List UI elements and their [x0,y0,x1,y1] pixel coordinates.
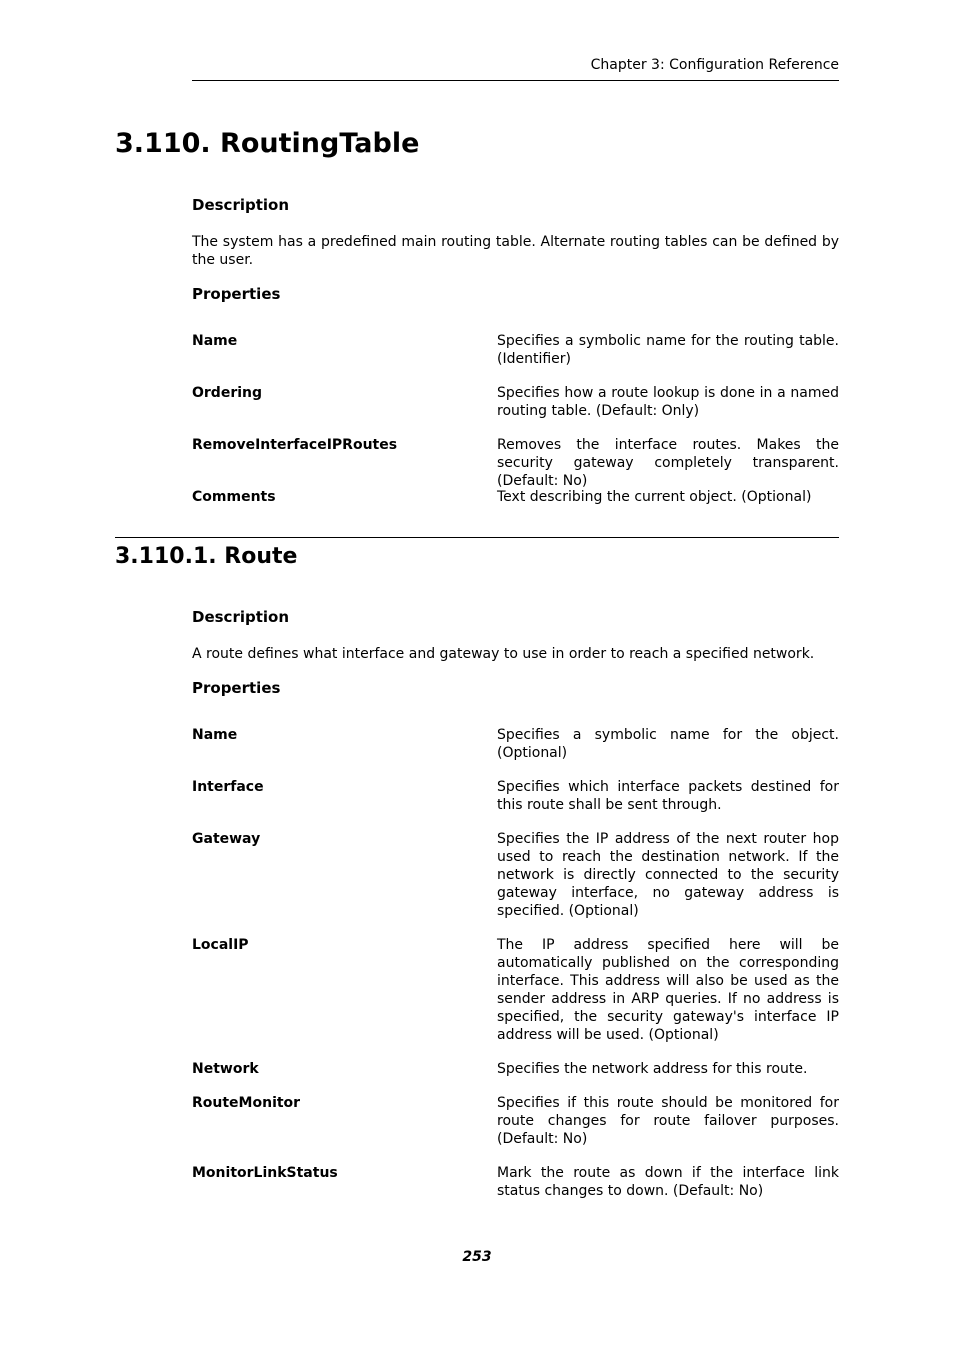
property-name: Name [192,333,238,349]
property-name: Comments [192,489,276,505]
property-description: Removes the interface routes. Makes the security gateway completely transparent. (Default: No) [497,437,839,489]
property-description: Specifies if this route should be monitored for route changes for route failover purposes. (Default: No) [497,1095,839,1147]
property-description: Text describing the current object. (Optional) [497,489,812,505]
section-properties-heading: Properties [192,285,281,303]
section-title: 3.110. RoutingTable [115,128,420,159]
section-divider [115,537,839,538]
property-description: Specifies the IP address of the next router hop used to reach the destination network. If the network is directly connected to the security gateway interface, no gateway address is specified. (Optional) [497,831,839,919]
property-description: Specifies a symbolic name for the object. (Optional) [497,727,839,761]
property-name: Gateway [192,831,261,847]
property-name: RemoveInterfaceIPRoutes [192,437,398,453]
subsection-title: 3.110.1. Route [115,544,298,569]
property-description: Specifies which interface packets destined for this route shall be sent through. [497,779,839,813]
property-name: RouteMonitor [192,1095,301,1111]
property-description: Specifies the network address for this route. [497,1061,808,1077]
section-description: The system has a predefined main routing table. Alternate routing tables can be defined by the user. [192,234,839,268]
page-number: 253 [462,1249,492,1265]
property-name: Interface [192,779,264,795]
running-header: Chapter 3: Configuration Reference [590,57,839,73]
property-name: Network [192,1061,259,1077]
section-description-heading: Description [192,196,290,214]
property-name: MonitorLinkStatus [192,1165,338,1181]
property-name: Name [192,727,238,743]
property-description: Specifies how a route lookup is done in a named routing table. (Default: Only) [497,385,839,419]
property-description: The IP address specified here will be automatically published on the corresponding interface. This address will also be used as the sender address in ARP queries. If no address is specified, the security gateway's interface IP address will be used. (Optional) [497,937,839,1043]
subsection-description: A route defines what interface and gateway to use in order to reach a specified network. [192,646,815,662]
property-description: Specifies a symbolic name for the routing table. (Identifier) [497,333,839,367]
property-description: Mark the route as down if the interface link status changes to down. (Default: No) [497,1165,839,1199]
subsection-properties-heading: Properties [192,679,281,697]
property-name: Ordering [192,385,263,401]
property-name: LocalIP [192,937,249,953]
subsection-description-heading: Description [192,608,290,626]
header-divider [192,80,839,81]
